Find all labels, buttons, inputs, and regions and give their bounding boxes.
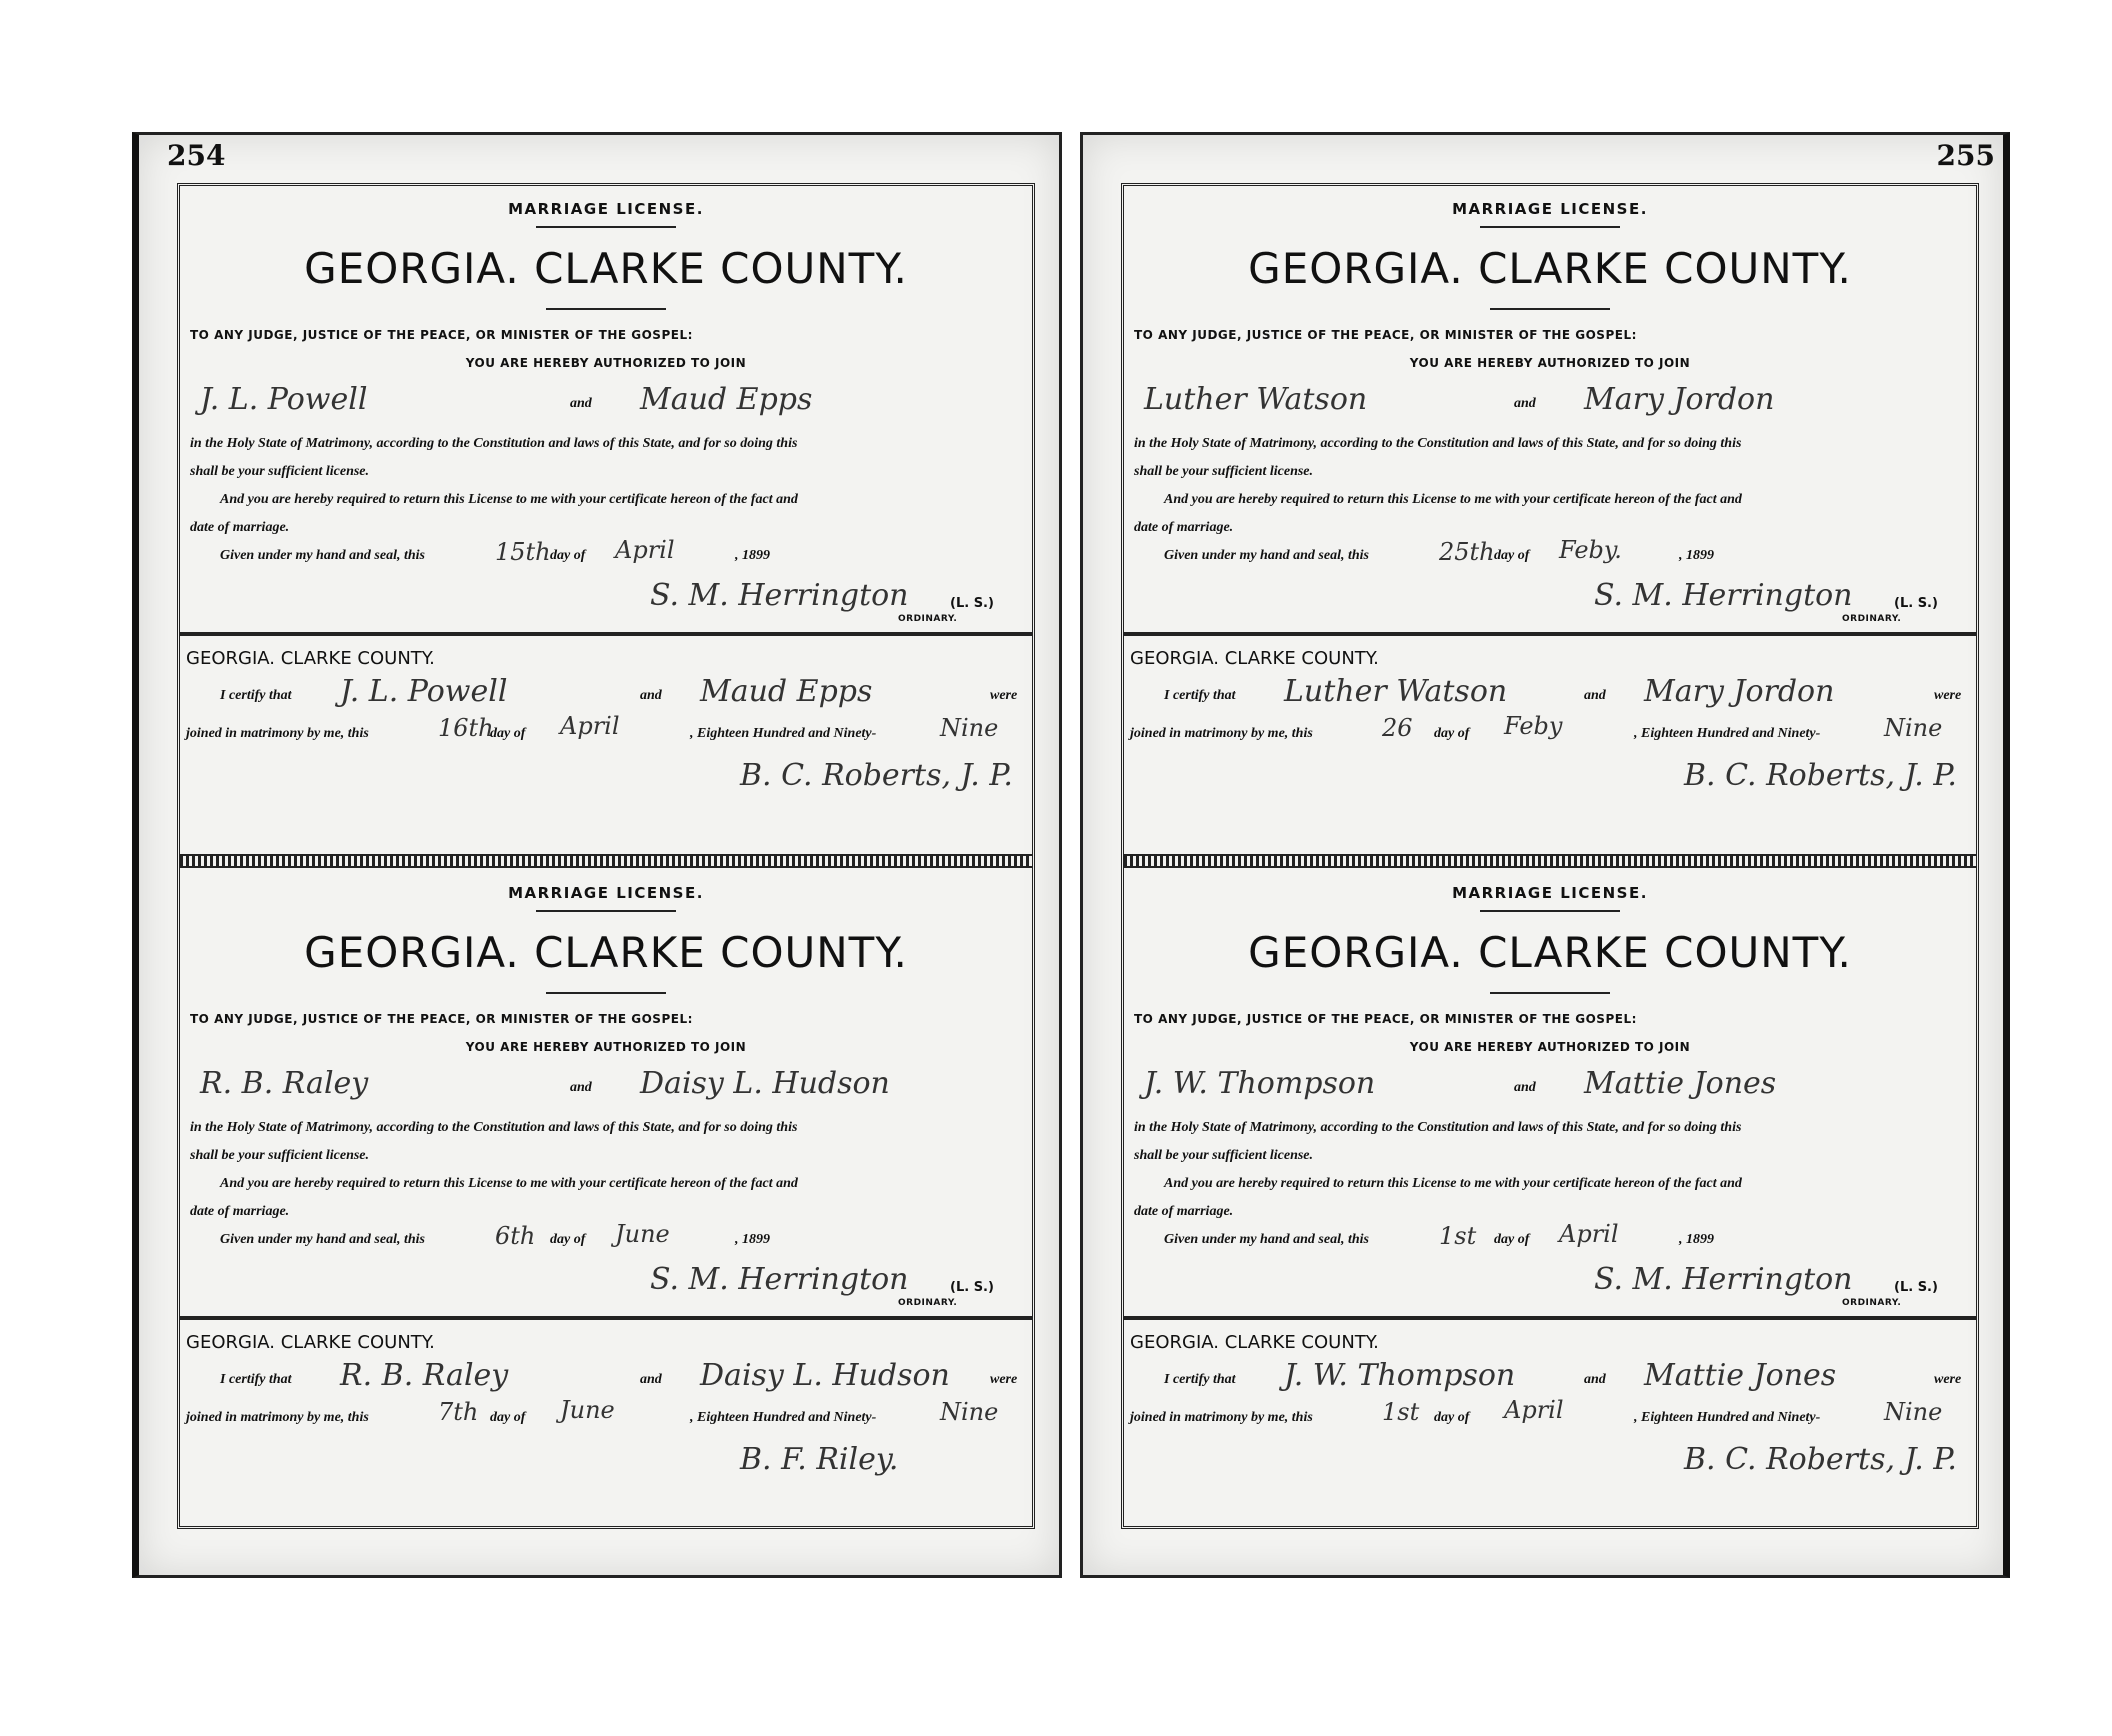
holy-state-line: in the Holy State of Matrimony, according to the Constitution and laws of this State, and for so doing this xyxy=(1134,1120,1742,1135)
holy-state-line: in the Holy State of Matrimony, according to the Constitution and laws of this State, and for so doing this xyxy=(190,1120,798,1135)
joined-prefix: joined in matrimony by me, this xyxy=(1130,726,1313,741)
joined-month: April xyxy=(1504,1396,1564,1424)
given-month: April xyxy=(615,536,675,564)
sufficient-line: shall be your sufficient license. xyxy=(1134,1148,1314,1163)
state-county-heading: GEORGIA. CLARKE COUNTY. xyxy=(304,928,908,977)
and-word: and xyxy=(570,396,592,411)
joined-day: 1st xyxy=(1382,1398,1420,1426)
certify-prefix: I certify that xyxy=(220,688,292,703)
license-title: MARRIAGE LICENSE. xyxy=(1452,884,1648,902)
joined-dayof: day of xyxy=(490,726,526,741)
addressee-line: TO ANY JUDGE, JUSTICE OF THE PEACE, OR MINISTER OF THE GOSPEL: xyxy=(1134,1012,1637,1026)
ordinary-label: ORDINARY. xyxy=(898,614,958,624)
license-title: MARRIAGE LICENSE. xyxy=(1452,200,1648,218)
title-rule xyxy=(536,910,676,912)
joined-year-word: Nine xyxy=(1884,714,1943,742)
required-line: And you are hereby required to return this License to me with your certificate hereon of the fact and xyxy=(1164,492,1742,507)
title-rule xyxy=(1480,226,1620,228)
page-frame xyxy=(1121,183,1979,1529)
addressee-line: TO ANY JUDGE, JUSTICE OF THE PEACE, OR MINISTER OF THE GOSPEL: xyxy=(190,1012,693,1026)
given-dayof: day of xyxy=(1494,548,1530,563)
given-day: 6th xyxy=(495,1222,536,1250)
ls-seal-mark: (L. S.) xyxy=(1894,1280,1938,1295)
sufficient-line: shall be your sufficient license. xyxy=(190,1148,370,1163)
given-year: , 1899 xyxy=(1679,548,1714,563)
section-divider xyxy=(180,632,1032,636)
eighteen-hundred: , Eighteen Hundred and Ninety- xyxy=(1634,1410,1821,1425)
certify-prefix: I certify that xyxy=(1164,688,1236,703)
ls-seal-mark: (L. S.) xyxy=(1894,596,1938,611)
certificate-groom: J. L. Powell xyxy=(340,674,508,709)
given-month: June xyxy=(615,1220,670,1248)
state-county-heading: GEORGIA. CLARKE COUNTY. xyxy=(1248,244,1852,293)
left-page xyxy=(132,132,1062,1578)
officiant-signature: B. C. Roberts, J. P. xyxy=(1684,1442,1957,1477)
certificate-state-county: GEORGIA. CLARKE COUNTY. xyxy=(1130,648,1379,669)
required-line: And you are hereby required to return this License to me with your certificate hereon of the fact and xyxy=(1164,1176,1742,1191)
given-prefix: Given under my hand and seal, this xyxy=(220,1232,425,1247)
marriage-record xyxy=(1124,186,1976,862)
authorized-line: YOU ARE HEREBY AUTHORIZED TO JOIN xyxy=(1409,356,1691,370)
section-divider xyxy=(180,1316,1032,1320)
certificate-and: and xyxy=(1584,688,1606,703)
joined-month: Feby xyxy=(1504,712,1563,740)
ls-seal-mark: (L. S.) xyxy=(950,1280,994,1295)
bride-name: Mattie Jones xyxy=(1584,1066,1777,1101)
given-month: Feby. xyxy=(1559,536,1622,564)
ordinary-label: ORDINARY. xyxy=(898,1298,958,1308)
joined-day: 7th xyxy=(438,1398,479,1426)
certificate-state-county: GEORGIA. CLARKE COUNTY. xyxy=(1130,1332,1379,1353)
record-separator xyxy=(1124,854,1976,868)
state-county-heading: GEORGIA. CLARKE COUNTY. xyxy=(304,244,908,293)
given-dayof: day of xyxy=(550,1232,586,1247)
given-year: , 1899 xyxy=(1679,1232,1714,1247)
authorized-line: YOU ARE HEREBY AUTHORIZED TO JOIN xyxy=(1409,1040,1691,1054)
groom-name: J. W. Thompson xyxy=(1144,1066,1376,1101)
record-separator xyxy=(180,854,1032,868)
certificate-bride: Mattie Jones xyxy=(1644,1358,1837,1393)
ordinary-signature: S. M. Herrington xyxy=(1594,578,1853,613)
certificate-groom: R. B. Raley xyxy=(340,1358,509,1393)
date-of-marriage-line: date of marriage. xyxy=(1134,520,1234,535)
given-prefix: Given under my hand and seal, this xyxy=(220,548,425,563)
eighteen-hundred: , Eighteen Hundred and Ninety- xyxy=(690,726,877,741)
groom-name: Luther Watson xyxy=(1144,382,1368,417)
given-month: April xyxy=(1559,1220,1619,1248)
officiant-signature: B. F. Riley. xyxy=(740,1442,899,1477)
given-day: 15th xyxy=(495,538,551,566)
joined-dayof: day of xyxy=(1434,1410,1470,1425)
section-divider xyxy=(1124,1316,1976,1320)
required-line: And you are hereby required to return this License to me with your certificate hereon of the fact and xyxy=(220,492,798,507)
certificate-and: and xyxy=(1584,1372,1606,1387)
ordinary-signature: S. M. Herrington xyxy=(650,578,909,613)
ordinary-label: ORDINARY. xyxy=(1842,614,1902,624)
joined-year-word: Nine xyxy=(940,714,999,742)
given-dayof: day of xyxy=(1494,1232,1530,1247)
authorized-line: YOU ARE HEREBY AUTHORIZED TO JOIN xyxy=(465,356,747,370)
joined-year-word: Nine xyxy=(1884,1398,1943,1426)
heading-rule xyxy=(1490,308,1610,310)
were-word: were xyxy=(990,688,1018,703)
were-word: were xyxy=(1934,688,1962,703)
joined-dayof: day of xyxy=(490,1410,526,1425)
section-divider xyxy=(1124,632,1976,636)
bride-name: Mary Jordon xyxy=(1584,382,1775,417)
sufficient-line: shall be your sufficient license. xyxy=(1134,464,1314,479)
page-number: 254 xyxy=(167,139,226,172)
title-rule xyxy=(536,226,676,228)
eighteen-hundred: , Eighteen Hundred and Ninety- xyxy=(1634,726,1821,741)
joined-prefix: joined in matrimony by me, this xyxy=(186,1410,369,1425)
given-prefix: Given under my hand and seal, this xyxy=(1164,548,1369,563)
certificate-bride: Maud Epps xyxy=(700,674,873,709)
title-rule xyxy=(1480,910,1620,912)
officiant-signature: B. C. Roberts, J. P. xyxy=(740,758,1013,793)
heading-rule xyxy=(1490,992,1610,994)
certificate-bride: Mary Jordon xyxy=(1644,674,1835,709)
joined-year-word: Nine xyxy=(940,1398,999,1426)
given-year: , 1899 xyxy=(735,548,770,563)
groom-name: J. L. Powell xyxy=(200,382,368,417)
license-title: MARRIAGE LICENSE. xyxy=(508,200,704,218)
were-word: were xyxy=(990,1372,1018,1387)
joined-month: June xyxy=(560,1396,615,1424)
authorized-line: YOU ARE HEREBY AUTHORIZED TO JOIN xyxy=(465,1040,747,1054)
sufficient-line: shall be your sufficient license. xyxy=(190,464,370,479)
bride-name: Daisy L. Hudson xyxy=(640,1066,890,1101)
were-word: were xyxy=(1934,1372,1962,1387)
date-of-marriage-line: date of marriage. xyxy=(190,520,290,535)
ordinary-signature: S. M. Herrington xyxy=(650,1262,909,1297)
given-dayof: day of xyxy=(550,548,586,563)
right-page xyxy=(1080,132,2010,1578)
certificate-groom: J. W. Thompson xyxy=(1284,1358,1516,1393)
joined-day: 16th xyxy=(438,714,494,742)
license-title: MARRIAGE LICENSE. xyxy=(508,884,704,902)
date-of-marriage-line: date of marriage. xyxy=(1134,1204,1234,1219)
ls-seal-mark: (L. S.) xyxy=(950,596,994,611)
certify-prefix: I certify that xyxy=(220,1372,292,1387)
officiant-signature: B. C. Roberts, J. P. xyxy=(1684,758,1957,793)
groom-name: R. B. Raley xyxy=(200,1066,369,1101)
marriage-record xyxy=(1124,870,1976,1560)
and-word: and xyxy=(1514,1080,1536,1095)
addressee-line: TO ANY JUDGE, JUSTICE OF THE PEACE, OR MINISTER OF THE GOSPEL: xyxy=(190,328,693,342)
and-word: and xyxy=(1514,396,1536,411)
given-year: , 1899 xyxy=(735,1232,770,1247)
certify-prefix: I certify that xyxy=(1164,1372,1236,1387)
ordinary-signature: S. M. Herrington xyxy=(1594,1262,1853,1297)
page-number: 255 xyxy=(1936,139,1995,172)
bride-name: Maud Epps xyxy=(640,382,813,417)
given-day: 1st xyxy=(1439,1222,1477,1250)
required-line: And you are hereby required to return this License to me with your certificate hereon of the fact and xyxy=(220,1176,798,1191)
page-frame xyxy=(177,183,1035,1529)
heading-rule xyxy=(546,992,666,994)
certificate-and: and xyxy=(640,688,662,703)
joined-prefix: joined in matrimony by me, this xyxy=(186,726,369,741)
certificate-groom: Luther Watson xyxy=(1284,674,1508,709)
marriage-record xyxy=(180,870,1032,1560)
joined-prefix: joined in matrimony by me, this xyxy=(1130,1410,1313,1425)
holy-state-line: in the Holy State of Matrimony, according to the Constitution and laws of this State, and for so doing this xyxy=(1134,436,1742,451)
ordinary-label: ORDINARY. xyxy=(1842,1298,1902,1308)
joined-dayof: day of xyxy=(1434,726,1470,741)
given-day: 25th xyxy=(1439,538,1495,566)
joined-day: 26 xyxy=(1382,714,1413,742)
state-county-heading: GEORGIA. CLARKE COUNTY. xyxy=(1248,928,1852,977)
eighteen-hundred: , Eighteen Hundred and Ninety- xyxy=(690,1410,877,1425)
certificate-and: and xyxy=(640,1372,662,1387)
joined-month: April xyxy=(560,712,620,740)
given-prefix: Given under my hand and seal, this xyxy=(1164,1232,1369,1247)
certificate-bride: Daisy L. Hudson xyxy=(700,1358,950,1393)
marriage-record xyxy=(180,186,1032,862)
certificate-state-county: GEORGIA. CLARKE COUNTY. xyxy=(186,1332,435,1353)
certificate-state-county: GEORGIA. CLARKE COUNTY. xyxy=(186,648,435,669)
holy-state-line: in the Holy State of Matrimony, according to the Constitution and laws of this State, and for so doing this xyxy=(190,436,798,451)
and-word: and xyxy=(570,1080,592,1095)
heading-rule xyxy=(546,308,666,310)
addressee-line: TO ANY JUDGE, JUSTICE OF THE PEACE, OR MINISTER OF THE GOSPEL: xyxy=(1134,328,1637,342)
date-of-marriage-line: date of marriage. xyxy=(190,1204,290,1219)
